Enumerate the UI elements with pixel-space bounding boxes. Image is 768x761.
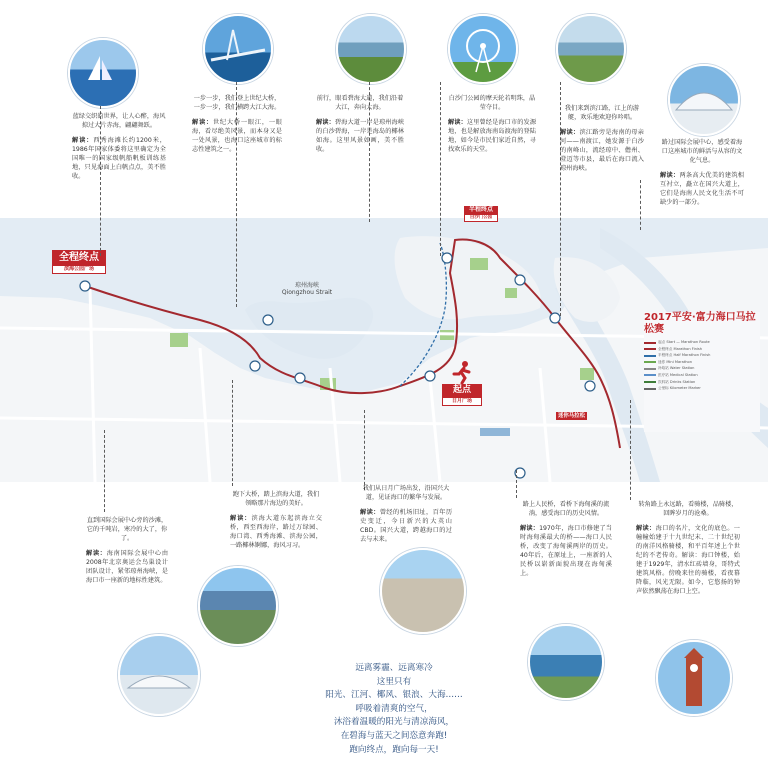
legend-swatch [644,374,656,376]
legend-swatch [644,388,656,390]
strait-label [262,280,352,296]
note-text: 滨江路旁是海南的母亲河——南渡江，她发源于白沙的南峰山，流经琼中、儋州、澄迈等市县，最后在海口流入琼州海峡。 [560,129,644,172]
stop-guoxing-avenue [360,484,452,544]
photo-guoxing-avenue [380,548,466,634]
start-label: 起点 [442,384,482,397]
strait-name: 琼州海峡 [294,282,319,289]
poem-line: 在碧海与蓝天之间恣意奔跑! [340,730,448,741]
event-title: 2017平安·富力海口马拉松赛 [644,312,756,335]
sailboat-icon [70,40,136,106]
poem-line: 呼吸着清爽的空气， [355,703,433,714]
legend-item [644,386,760,391]
half-finish-marker [464,206,498,222]
note-label: 解读： [520,525,540,532]
note-label: 解读： [660,172,680,179]
start-marker [442,360,482,406]
stop-poem: 我们来到滨江路，江上的游艇，欢乐地欢迎你吟唱。 [564,105,640,121]
note-label: 解读： [230,515,252,522]
legend-swatch [644,355,656,357]
legend-label: 起点 Start — Marathon Route [658,340,710,344]
photo-convention-center [668,64,740,136]
note-text: 曾经的机场旧址，百年历史变迁，今日新兴的大英山CBD。国兴大道，跨越海口的过去与未来。 [360,509,453,543]
building-icon [120,636,198,714]
note-text: 两条高大优美的建筑相互衬立，矗立在国兴大道上，它们是海南人民文化生活不可缺少的一部分。 [660,172,744,206]
poem-line: 阳光、江河、椰风、银浪、大海…… [325,690,463,701]
stop-poem: 白沙门公园的摩天轮若明珠，晶莹夺目。 [448,95,536,111]
note-label: 解读： [72,137,94,144]
legend-label: 补给站 Water Station [658,366,695,371]
start-sub: 日月广场 [442,397,482,406]
legend-item [644,353,760,358]
legend-item [644,366,760,371]
note-label: 解读： [448,119,467,126]
note-label: 解读： [316,119,335,126]
building-icon [670,66,738,134]
note-text: 1970年，海口市修建了当时海甸溪最大的桥——海口人民桥，改变了海甸溪两岸的历史。40年后，在原址上，一座新的人民桥以崭新面貌出现在海甸溪上。 [520,525,612,577]
clock-tower-icon [658,642,730,714]
stop-century-bridge [192,94,282,154]
stop-binhai-avenue [316,94,404,154]
stop-poem: 蓝绿交织的世界，让人心醉，海风掠过大片赤海，翩翩舞跃。 [72,113,166,129]
photo-xixiu-beach [68,38,138,108]
runner-icon [450,360,474,384]
legend-label: 公里标 Kilometer Marker [658,386,701,391]
ferris-wheel-icon [450,16,516,82]
legend-label: 迷你 Mini Marathon [658,359,692,364]
legend-label: 医疗站 Medical Station [658,372,698,377]
closing-poem [294,662,494,757]
leader-line [364,410,365,490]
stop-baishamen-park [448,94,536,154]
legend-swatch [644,342,656,344]
legend-label: 半程终点 Half Marathon Finish [658,353,711,358]
legend-label: 全程终点 Marathon Finish [658,346,703,351]
legend [644,340,760,391]
finish-marker [52,250,106,274]
legend-item [644,340,760,345]
legend-item [644,373,760,378]
stop-binjiang-road [560,104,644,173]
finish-sub: 滨海公园广场 [52,265,106,274]
leader-line [630,400,631,500]
strait-name-en: Qiongzhou Strait [281,289,333,296]
legend-swatch [644,381,656,383]
stop-poem: 前行，眼看碧海大道，我们沿着大江，奔向大海。 [316,95,404,111]
photo-binhai-avenue [336,14,406,84]
credit-label [0,500,1,526]
photo-century-bridge [203,14,273,84]
legend-item [644,347,760,352]
stop-poem: 我们从日月广场出发，沿国兴大道，见证海口的繁华与发展。 [362,485,450,501]
mini-finish-label: 迷你马拉松 [558,413,585,419]
legend-item [644,360,760,365]
stop-binhai-road [230,490,322,550]
note-text: 碧海大道一岸是琼州海峡的白沙碧海，一岸是海岛的椰林如海。这里风景如画，美不胜收。 [316,119,405,153]
photo-binjiang-road [556,14,626,84]
leader-line [232,380,233,486]
note-text: 这里曾经是海口市的发源地，也是解放海南岛渡海的登陆地，如今是市民们家近自然，寻找欢乐的天堂。 [448,119,537,153]
note-label: 解读： [560,129,580,136]
bridge-icon [205,16,271,82]
note-text: 世纪大桥一眼江，一眼海，看尽绝美风景，而本身又是一处风景，也海口这座城市的标志性建筑之一。 [192,119,282,153]
note-text: 海南国际会展中心由2008年北京奥运会鸟巢设计团队设计，紧邻琼州海峡，是海口市一座新的地标性建筑。 [86,550,169,584]
event-title-block [644,312,760,432]
photo-intl-convention [118,634,200,716]
stop-poem: 直到国际会展中心旁的沙滩，它的千吨岩，寒冷的大了，你了。 [86,517,168,542]
poem-line: 跑向终点，跑向每一天! [349,744,439,755]
stop-qilou-street [636,500,740,596]
note-text: 海口的名片，文化的底色。一幢幢始建于十九世纪末、二十世纪初的南洋风格骑楼，和平百年述上个世纪的不老传奇。解读：海口钟楼，始建于1929年，清水红砖墙身，哥特式建筑风格。傍晚来往的骑楼，看夜幕降临，风光无限。如今，它悠扬的钟声依然飘荡在海口上空。 [636,525,740,595]
poem-line: 远离雾霾、远离寒冷 [355,663,433,673]
poem-line: 这里只有 [376,676,412,687]
stop-poem: 一步一步，我们登上世纪大桥，一步一步，我们横跨大江大海。 [193,95,281,111]
stop-renmin-bridge [520,500,612,578]
note-text: 西秀海滩长约1200米，1986年国家体委将这里确定为全国唯一的国家级帆船帆板训练基地，只见海面上白帆点点，美不胜收。 [72,137,166,180]
note-label: 解读： [192,119,213,126]
stop-poem: 转角路上永远路，看骑楼，品骑楼，回眸岁月的沧桑。 [638,501,738,517]
note-label: 解读： [86,550,107,557]
note-label: 解读： [360,509,380,516]
photo-baishamen-park [448,14,518,84]
stop-convention-center [660,138,744,207]
photo-binhai-road [198,566,278,646]
stop-intl-convention [86,516,168,585]
finish-label: 全程终点 [52,250,106,265]
stop-poem: 路上人民桥，看桥下海甸溪的流淌，感受海口的历史风情。 [522,501,610,517]
note-label: 解读： [636,525,656,532]
note-text: 滨海大道东起滨海立交桥，西至西海岸，路过万绿园、海口湾、西秀海滩、滨海公园，一路椰林婀娜，海风习习。 [230,515,322,549]
legend-label: 饮料站 Drinks Station [658,379,696,384]
half-finish-sub: 白沙门公园 [464,214,498,222]
leader-line [104,430,105,512]
stop-xixiu-beach [72,112,166,181]
poem-line: 沐浴着温暖的阳光与清凉海风， [333,717,455,728]
photo-clock-tower [656,640,732,716]
leader-line [516,470,517,498]
leader-line [640,180,641,230]
leader-line [440,82,441,256]
stop-poem: 跑下大桥，踏上滨海大道，我们领略那片海边的美好。 [232,491,320,507]
legend-swatch [644,361,656,363]
stop-poem: 路过国际会展中心，感受着海口这座城市的鲜活与从容的文化气息。 [661,139,743,164]
legend-swatch [644,368,656,370]
half-finish-label: 半程终点 [464,206,498,214]
photo-renmin-bridge [528,624,604,700]
legend-item [644,380,760,385]
legend-swatch [644,348,656,350]
